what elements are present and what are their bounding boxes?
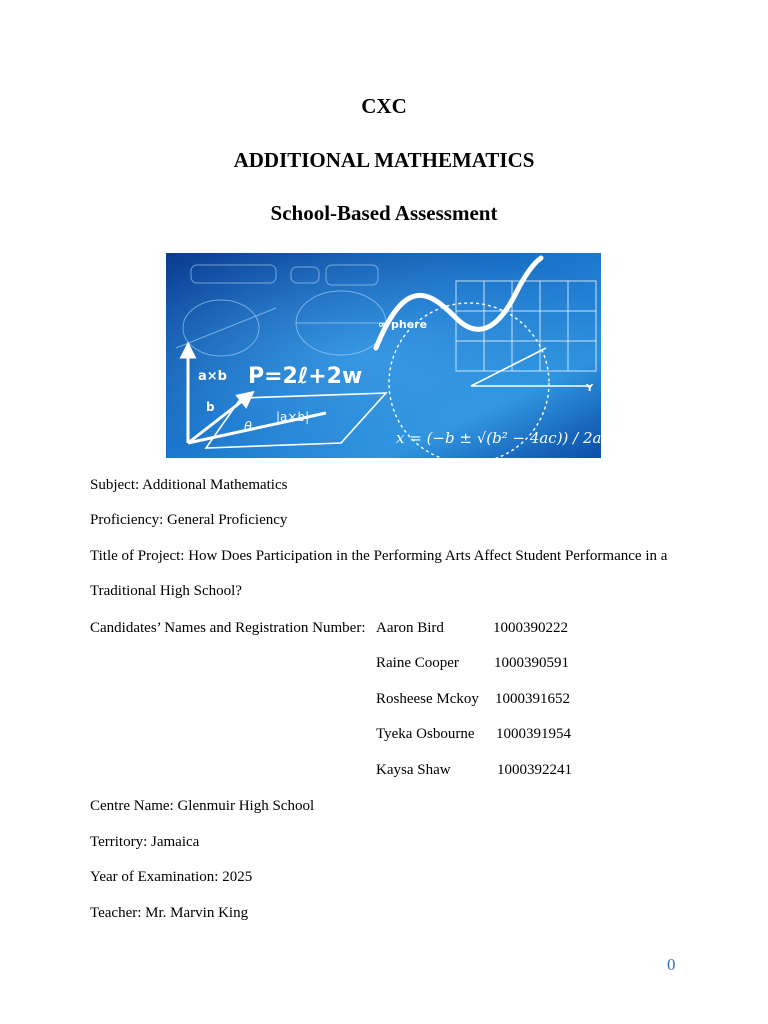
candidate-name: Kaysa Shaw (376, 762, 451, 778)
field-year-value: 2025 (222, 869, 253, 885)
svg-text:Y: Y (586, 383, 594, 394)
field-centre: Centre Name: Glenmuir High School (90, 798, 315, 814)
field-year (90, 869, 252, 886)
title-sba: School-Based Assessment (270, 201, 498, 225)
candidate-reg-number: 1000390591 (494, 655, 569, 671)
title-cxc: CXC (361, 94, 407, 118)
svg-text:b: b (206, 400, 215, 414)
candidate-reg-number: 1000391954 (496, 726, 571, 742)
candidate-name: Aaron Bird (376, 620, 444, 636)
field-subject: Subject: Additional Mathematics (90, 477, 288, 493)
math-banner-image (166, 253, 601, 458)
banner-formula-quadratic: x = (−b ± √(b² − 4ac)) / 2a (396, 429, 601, 447)
field-year-label: Year of Examination: (90, 869, 219, 885)
candidate-name: Tyeka Osbourne (376, 726, 475, 742)
candidate-name: Raine Cooper (376, 655, 459, 671)
svg-text:a×b: a×b (198, 369, 227, 384)
field-candidates-label: Candidates’ Names and Registration Number: (90, 620, 366, 636)
field-project-title-line2: Traditional High School? (90, 583, 242, 599)
svg-text:∞ phere: ∞ phere (378, 318, 428, 331)
page-number: 0 (667, 955, 676, 974)
field-territory: Territory: Jamaica (90, 834, 200, 850)
candidate-name: Rosheese Mckoy (376, 691, 479, 707)
candidate-reg-number: 1000390222 (493, 620, 568, 636)
banner-formula-perimeter: P=2ℓ+2w (248, 364, 363, 389)
field-proficiency: Proficiency: General Proficiency (90, 512, 288, 528)
field-project-title-line1: Title of Project: How Does Participation in the Performing Arts Affect Student Performance in a (90, 548, 668, 564)
candidate-reg-number: 1000392241 (497, 762, 572, 778)
title-subject: ADDITIONAL MATHEMATICS (233, 148, 535, 172)
svg-text:θ: θ (244, 420, 252, 435)
candidate-reg-number: 1000391652 (495, 691, 570, 707)
field-teacher: Teacher: Mr. Marvin King (90, 905, 249, 921)
svg-text:|a×b|: |a×b| (276, 410, 310, 424)
